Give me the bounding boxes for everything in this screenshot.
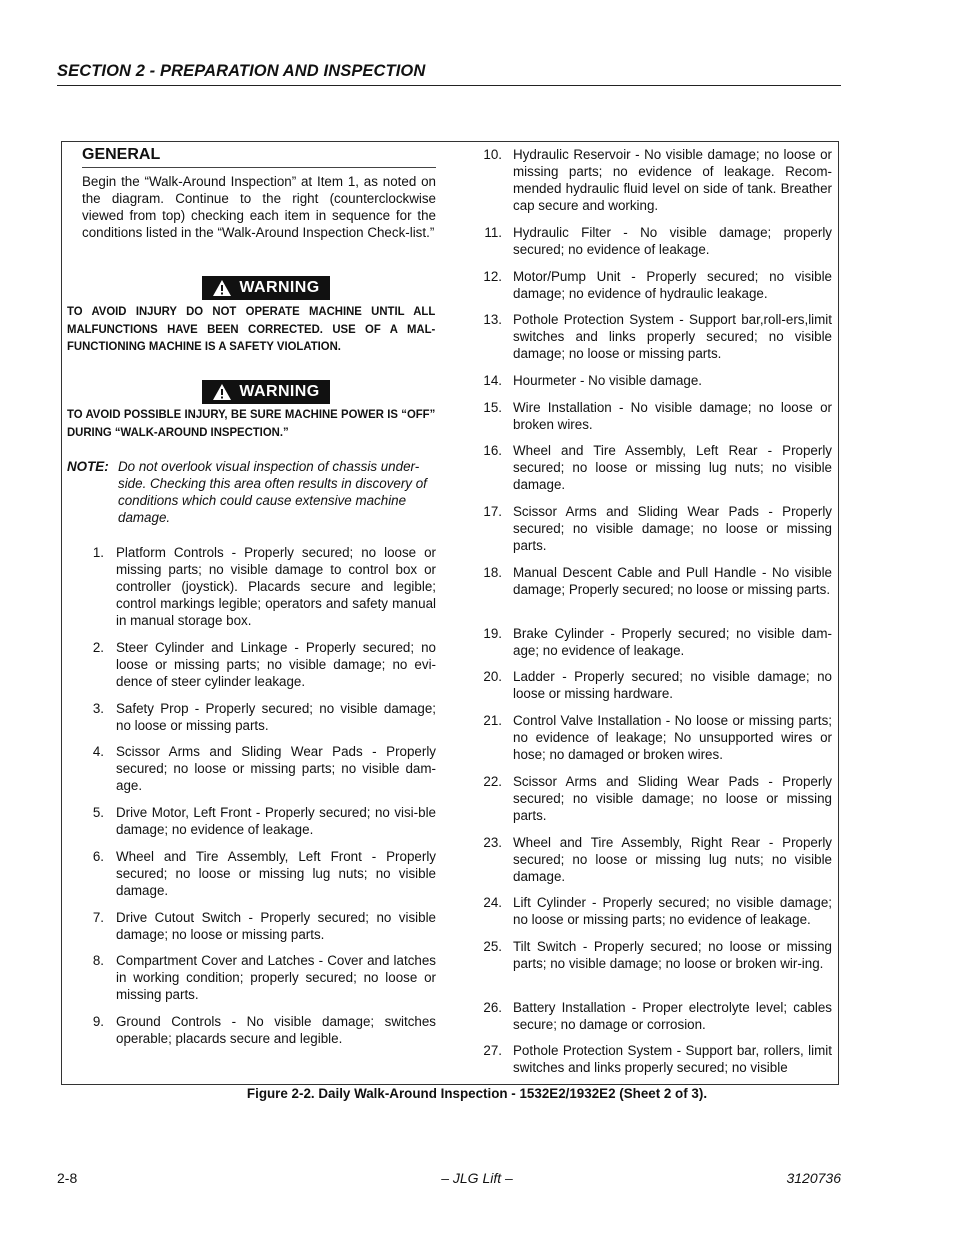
item-number: 9. [92,1014,104,1029]
checklist-item-10 [472,146,832,214]
checklist-item-8 [82,952,436,1003]
item-text: Hydraulic Filter - No visible damage; properly secured; no evidence of leakage. [513,225,832,257]
item-text: Hydraulic Reservoir - No visible damage; no loose or missing parts; no evidence of leakage. Recom-mended hydraulic fluid level on side of tank. Breather cap secure and working. [513,147,832,213]
item-number: 24. [483,895,502,910]
warning-triangle-icon [212,279,232,297]
warning-label-2: WARNING [239,383,320,400]
item-text: Brake Cylinder - Properly secured; no visible dam-age; no evidence of leakage. [513,626,832,658]
item-number: 2. [92,640,104,655]
item-number: 12. [483,269,502,284]
item-number: 13. [483,312,502,327]
item-text: Wheel and Tire Assembly, Left Rear - Properly secured; no loose or missing lug nuts; no visible damage. [513,443,832,492]
checklist-item-2 [82,639,436,690]
general-heading: GENERAL [82,146,436,168]
item-number: 16. [483,443,502,458]
item-number: 21. [483,713,502,728]
checklist-item-20 [472,668,832,702]
checklist-item-9 [82,1013,436,1047]
item-number: 25. [483,939,502,954]
item-number: 5. [92,805,104,820]
warning-text-1: TO AVOID INJURY DO NOT OPERATE MACHINE UNTIL ALL MALFUNCTIONS HAVE BEEN CORRECTED. USE OF A MAL-FUNCTIONING MACHINE IS A SAFETY VIOLATION. [67,304,436,353]
figure-caption: Figure 2-2. Daily Walk-Around Inspection - 1532E2/1932E2 (Sheet 2 of 3). [246,1086,708,1101]
checklist-item-11 [472,224,832,258]
note-label: NOTE: [67,459,109,474]
left-column [62,142,446,1084]
checklist-item-5 [82,804,436,838]
checklist-item-19 [472,625,832,659]
item-number: 4. [92,744,104,759]
item-text: Hourmeter - No visible damage. [513,373,703,388]
item-text: Battery Installation - Proper electrolyte level; cables secure; no damage or corrosion. [513,1000,832,1032]
item-number: 22. [483,774,502,789]
item-text: Manual Descent Cable and Pull Handle - No visible damage; Properly secured; no loose or missing parts. [513,565,832,597]
item-text: Tilt Switch - Properly secured; no loose or missing parts; no visible damage; no loose or broken wir-ing. [513,939,832,971]
item-text: Scissor Arms and Sliding Wear Pads - Properly secured; no visible damage; no loose or missing parts. [513,774,832,823]
item-text: Ladder - Properly secured; no visible damage; no loose or missing hardware. [513,669,832,701]
checklist-item-27 [472,1042,832,1076]
item-number: 26. [483,1000,502,1015]
checklist-item-6 [82,848,436,899]
note-text: Do not overlook visual inspection of chassis under-side. Checking this area often results in discovery of conditions which could cause extensive machine damage. [118,459,427,525]
item-text: Compartment Cover and Latches - Cover and latches in working condition; properly secured; no loose or missing parts. [116,953,436,1002]
item-text: Wheel and Tire Assembly, Right Rear - Properly secured; no loose or missing lug nuts; no visible damage. [513,835,832,884]
item-number: 15. [483,400,502,415]
warning-triangle-icon [212,383,232,401]
checklist-item-14 [472,372,832,389]
item-number: 18. [483,565,502,580]
item-text: Scissor Arms and Sliding Wear Pads - Properly secured; no loose or missing parts; no visible dam-age. [116,744,436,793]
item-text: Control Valve Installation - No loose or missing parts; no evidence of leakage; No unsupported wires or hose; no damaged or broken wires. [513,713,832,762]
item-text: Steer Cylinder and Linkage - Properly secured; no loose or missing parts; no visible damage; no evi-dence of steer cylinder leakage. [116,640,436,689]
item-text: Scissor Arms and Sliding Wear Pads - Properly secured; no visible damage; no loose or missing parts. [513,504,832,553]
item-number: 8. [92,953,104,968]
checklist-item-15 [472,399,832,433]
item-text: Motor/Pump Unit - Properly secured; no visible damage; no evidence of hydraulic leakage. [513,269,832,301]
item-number: 23. [483,835,502,850]
document-number: 3120736 [786,1170,841,1186]
right-column [472,142,832,1084]
checklist-item-3 [82,700,436,734]
checklist-item-4 [82,743,436,794]
item-text: Safety Prop - Properly secured; no visible damage; no loose or missing parts. [116,701,436,733]
item-number: 17. [483,504,502,519]
checklist-item-1 [82,544,436,629]
checklist-item-12 [472,268,832,302]
checklist-item-24 [472,894,832,928]
checklist-item-23 [472,834,832,885]
item-number: 7. [92,910,104,925]
section-header: SECTION 2 - PREPARATION AND INSPECTION [57,62,841,86]
item-text: Drive Motor, Left Front - Properly secured; no visi-ble damage; no evidence of leakage. [116,805,436,837]
item-text: Drive Cutout Switch - Properly secured; no visible damage; no loose or missing parts. [116,910,436,942]
checklist-item-16 [472,442,832,493]
footer-brand: – JLG Lift – [441,1170,513,1186]
item-number: 14. [483,373,502,388]
checklist-item-25 [472,938,832,972]
checklist-item-26 [472,999,832,1033]
item-number: 11. [484,225,502,240]
item-text: Wheel and Tire Assembly, Left Front - Properly secured; no loose or missing lug nuts; no visible damage. [116,849,436,898]
warning-badge-2 [202,380,330,404]
item-text: Wire Installation - No visible damage; no loose or broken wires. [513,400,832,432]
checklist-item-22 [472,773,832,824]
checklist-item-13 [472,311,832,362]
item-text: Pothole Protection System - Support bar, rollers, limit switches and links properly secured; no visible [513,1043,832,1075]
warning-text-2: TO AVOID POSSIBLE INJURY, BE SURE MACHINE POWER IS “OFF” DURING “WALK-AROUND INSPECTION.” [67,407,436,439]
note-block [67,458,436,526]
item-text: Platform Controls - Properly secured; no loose or missing parts; no visible damage to control box or controller (joystick). Placards secure and legible; control markings legible; operators and safety manual in manual storage box. [116,545,436,628]
item-text: Ground Controls - No visible damage; switches operable; placards secure and legible. [116,1014,436,1046]
checklist-item-21 [472,712,832,763]
checklist-item-18 [472,564,832,598]
item-number: 6. [92,849,104,864]
item-text: Lift Cylinder - Properly secured; no visible damage; no loose or missing parts; no evidence of leakage. [513,895,832,927]
item-number: 20. [483,669,502,684]
walk-around-figure-box [61,141,839,1085]
warning-label-1: WARNING [239,279,320,296]
item-number: 27. [483,1043,502,1058]
page-number: 2-8 [57,1170,78,1186]
general-paragraph: Begin the “Walk-Around Inspection” at Item 1, as noted on the diagram. Continue to the right (counterclockwise viewed from top) checking each item in sequence for the conditions listed in the “Walk-Around Inspection Check-list.” [82,174,436,240]
item-number: 1. [92,545,104,560]
checklist-item-7 [82,909,436,943]
warning-badge-1 [202,276,330,300]
item-number: 3. [92,701,104,716]
checklist-item-17 [472,503,832,554]
item-number: 19. [483,626,502,641]
item-text: Pothole Protection System - Support bar,roll-ers,limit switches and links properly secured; no visible damage; no loose or missing parts. [513,312,832,361]
item-number: 10. [483,147,502,162]
